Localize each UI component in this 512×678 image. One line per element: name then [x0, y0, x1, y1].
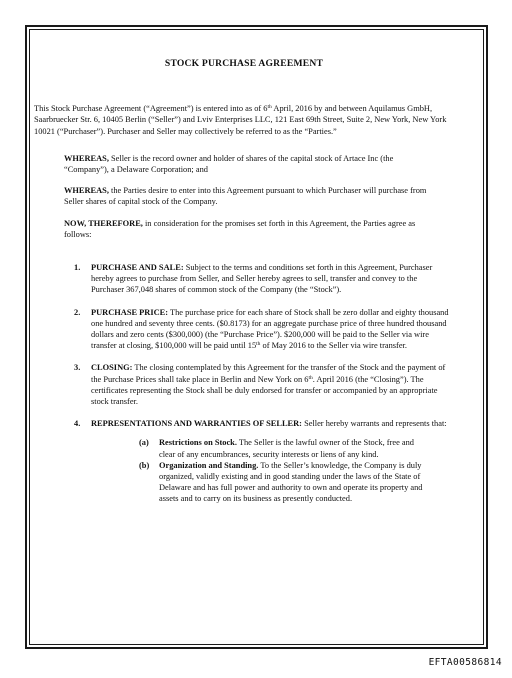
intro-text-2: April, 2016 by and between Aquilamus GmbH, Saarbruecker Str. 6, 10405 Berlin (“Seller”) and Lviv Enterprises LLC, 121 East 69th Street, Suite 2, New York, New York 10021 (“Purchaser”). Purchaser and Seller may collectively be referred to as the “Parties.”	[34, 104, 447, 136]
subsection-heading: Organization and Standing.	[159, 460, 259, 470]
section-text: The purchase price for each share of Stock shall be zero dollar and eighty thousand one hundred and seventy three cents. ($0.8173) for an aggregate purchase price of three hundred thousand dollars and zero cents ($300,000) (the “Purchase Price”). $200,000 will be paid to the Seller via wire transfer at closing, $100,000 will be paid until 15	[91, 307, 449, 351]
intro-text-1: This Stock Purchase Agreement (“Agreement”) is entered into as of 6	[34, 104, 268, 114]
recital-lead: NOW, THEREFORE,	[64, 218, 143, 228]
section-superscript: th	[308, 374, 313, 381]
section-number: 3.	[74, 363, 81, 373]
subsection-label: (a)	[139, 438, 149, 448]
section-closing	[34, 362, 454, 407]
section-superscript: th	[256, 341, 261, 348]
recital-3	[64, 218, 438, 240]
section-number: 4.	[74, 419, 81, 429]
intro-paragraph	[34, 103, 454, 137]
section-text: Subject to the terms and conditions set forth in this Agreement, Purchaser hereby agrees to purchase from Seller, and Seller hereby agrees to sell, transfer and convey to the Purchaser 367,048 shares of common stock of the Company (the “Stock”).	[91, 263, 433, 295]
section-number: 1.	[74, 263, 81, 273]
section-text: . April 2016 (the “Closing”). The certificates representing the Stock shall be duly endorsed for transfer or accompanied by an appropriate stock transfer.	[91, 374, 438, 407]
subsection-restrictions-on-stock	[91, 437, 450, 459]
section-heading: REPRESENTATIONS AND WARRANTIES OF SELLER:	[91, 419, 302, 429]
section-purchase-and-sale	[34, 262, 454, 296]
section-text: of May 2016 to the Seller via wire transfer.	[260, 341, 407, 351]
intro-superscript: th	[267, 104, 272, 111]
document-title: STOCK PURCHASE AGREEMENT	[164, 58, 324, 69]
subsection-heading: Restrictions on Stock.	[159, 438, 237, 448]
recital-text: Seller is the record owner and holder of shares of the capital stock of Artace Inc (the “Company”), a Delaware Corporation; and	[64, 153, 394, 175]
section-heading: PURCHASE AND SALE:	[91, 263, 184, 273]
section-purchase-price	[34, 307, 454, 352]
bates-number: EFTA00586814	[428, 657, 502, 668]
document-body	[34, 54, 454, 516]
subsection-organization-and-standing	[91, 460, 450, 505]
subsection-text: The Seller is the lawful owner of the Stock, free and clear of any encumbrances, security interests or liens of any kind.	[159, 438, 414, 459]
recital-lead: WHEREAS,	[64, 153, 109, 163]
recital-text: the Parties desire to enter into this Agreement pursuant to which Purchaser will purchase from Seller shares of capital stock of the Company.	[64, 186, 427, 207]
section-number: 2.	[74, 307, 81, 317]
subsection-list	[91, 437, 450, 504]
section-representations	[34, 418, 454, 504]
subsection-text: To the Seller’s knowledge, the Company is duly organized, validly existing and in good standing under the laws of the State of Delaware and has full power and authority to own and operate its property and assets and to carry on its business as presently conducted.	[159, 460, 423, 504]
subsection-label: (b)	[139, 460, 150, 470]
recital-lead: WHEREAS,	[64, 186, 109, 196]
recital-2	[64, 185, 438, 207]
section-text: Seller hereby warrants and represents that:	[301, 419, 447, 429]
section-heading: PURCHASE PRICE:	[91, 307, 169, 317]
recital-text: in consideration for the promises set forth in this Agreement, the Parties agree as follows:	[64, 218, 416, 239]
section-heading: CLOSING:	[91, 363, 133, 373]
section-text: The closing contemplated by this Agreement for the transfer of the Stock and the payment of the Purchase Prices shall take place in Berlin and New York on 6	[91, 363, 446, 384]
recital-1	[64, 153, 438, 175]
